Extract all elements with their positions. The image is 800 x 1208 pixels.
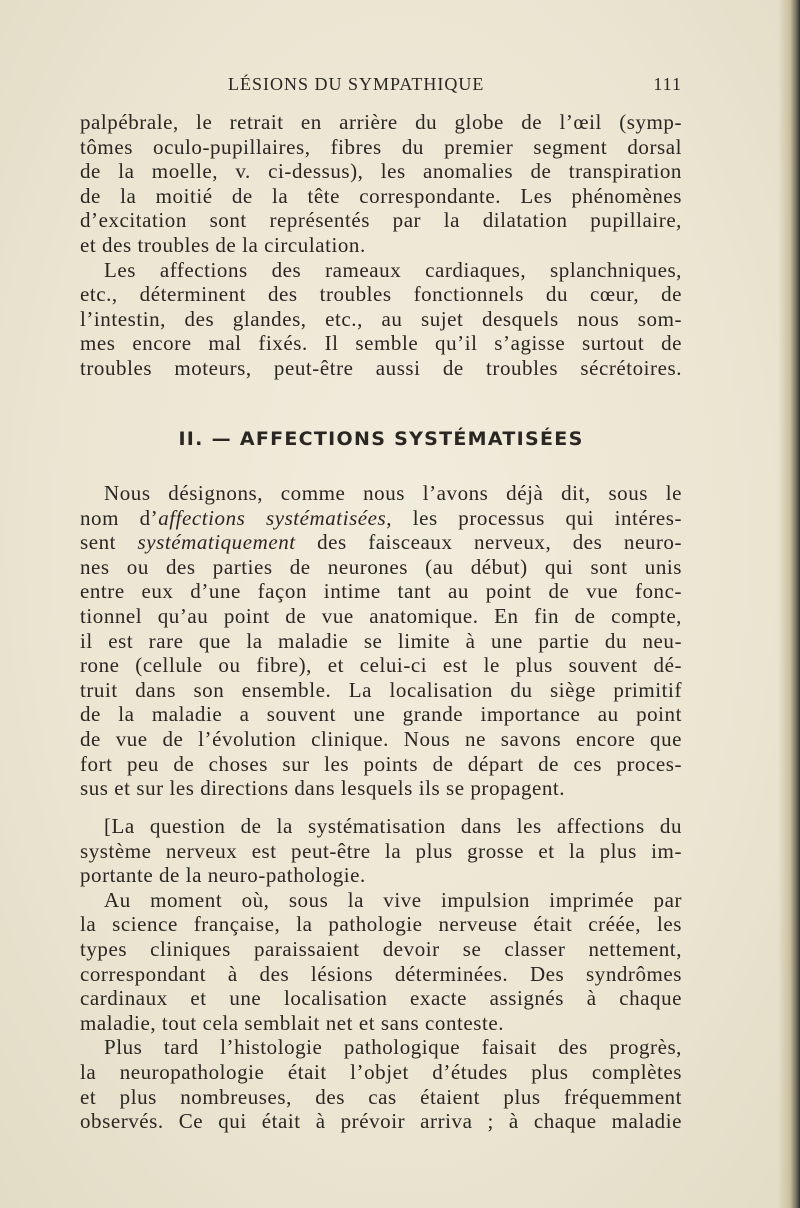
text-line: nes ou des parties de neurones (au début) qui sont unis [80, 554, 682, 579]
text-line: troubles moteurs, peut-être aussi de troubles sécrétoires. [80, 355, 682, 380]
text-line: sus et sur les directions dans lesquels ils se propagent. [80, 776, 566, 801]
section-heading: II. — AFFECTIONS SYSTÉMATISÉES [178, 428, 584, 450]
text-block-middle [80, 481, 682, 801]
text-line: l’intestin, des glandes, etc., au sujet desquels nous som- [80, 306, 682, 331]
text-block-top [80, 110, 682, 381]
text-line: types cliniques paraissaient devoir se classer nettement, [80, 936, 682, 961]
running-head-title: LÉSIONS DU SYMPATHIQUE [228, 74, 485, 94]
text-line: de vue de l’évolution clinique. Nous ne savons encore que [80, 726, 682, 751]
text-line: [La question de la systématisation dans les affections du [104, 814, 682, 838]
text-line: rone (cellule ou fibre), et celui-ci est le plus souvent dé- [80, 653, 682, 678]
page-edge-shadow [778, 0, 800, 1208]
text-block-bottom [80, 814, 682, 1134]
text-line: système nerveux est peut-être la plus grosse et la plus im- [80, 838, 682, 863]
running-head [80, 74, 682, 100]
text-line: maladie, tout cela semblait net et sans conteste. [80, 1010, 505, 1035]
text-line: truit dans son ensemble. La localisation du siège primitif [80, 677, 682, 702]
text-line: d’excitation sont représentés par la dilatation pupillaire, [80, 208, 682, 233]
page-number: 111 [653, 74, 682, 94]
italic-term: affections systématisées [158, 505, 387, 530]
text-line: palpébrale, le retrait en arrière du globe de l’œil (symp- [80, 110, 682, 134]
text-line: fort peu de choses sur les points de départ de ces proces- [80, 751, 682, 776]
text-line: tômes oculo-pupillaires, fibres du premier segment dorsal [80, 134, 682, 159]
text-line: cardinaux et une localisation exacte assignés à chaque [80, 986, 682, 1011]
text-line: correspondant à des lésions déterminées. Des syndrômes [80, 961, 682, 986]
text-line: Plus tard l’histologie pathologique faisait des progrès, [104, 1035, 682, 1060]
text-line: entre eux d’une façon intime tant au point de vue fonc- [80, 579, 682, 604]
text-line: portante de la neuro-pathologie. [80, 863, 366, 888]
text-fragment: , les processus qui intéres- [386, 505, 682, 530]
text-line: de la moelle, v. ci-dessus), les anomalies de transpiration [80, 159, 682, 184]
text-line: et des troubles de la circulation. [80, 232, 366, 257]
text-line: de la moitié de la tête correspondante. Les phénomènes [80, 183, 682, 208]
text-line: la science française, la pathologie nerveuse était créée, les [80, 912, 682, 937]
text-line: etc., déterminent des troubles fonctionnels du cœur, de [80, 282, 682, 307]
text-line: tionnel qu’au point de vue anatomique. En fin de compte, [80, 603, 682, 628]
text-line: il est rare que la maladie se limite à une partie du neu- [80, 628, 682, 653]
text-line-with-italic [80, 530, 682, 555]
text-line: la neuropathologie était l’objet d’études plus complètes [80, 1059, 682, 1084]
text-line: observés. Ce qui était à prévoir arriva ; à chaque maladie [80, 1109, 682, 1134]
text-fragment: nom d’ [80, 505, 159, 530]
text-line: mes encore mal fixés. Il semble qu’il s’agisse surtout de [80, 331, 682, 356]
text-fragment: sent [80, 530, 138, 555]
text-line: Au moment où, sous la vive impulsion imprimée par [104, 887, 682, 912]
text-line: Les affections des rameaux cardiaques, splanchniques, [104, 257, 682, 282]
text-line: Nous désignons, comme nous l’avons déjà dit, sous le [104, 481, 682, 505]
text-fragment: des faisceaux nerveux, des neuro- [295, 530, 683, 555]
text-line: et plus nombreuses, des cas étaient plus fréquemment [80, 1084, 682, 1109]
italic-term: systématiquement [137, 530, 296, 555]
text-line-with-italic [80, 506, 682, 531]
text-line: de la maladie a souvent une grande importance au point [80, 702, 682, 727]
